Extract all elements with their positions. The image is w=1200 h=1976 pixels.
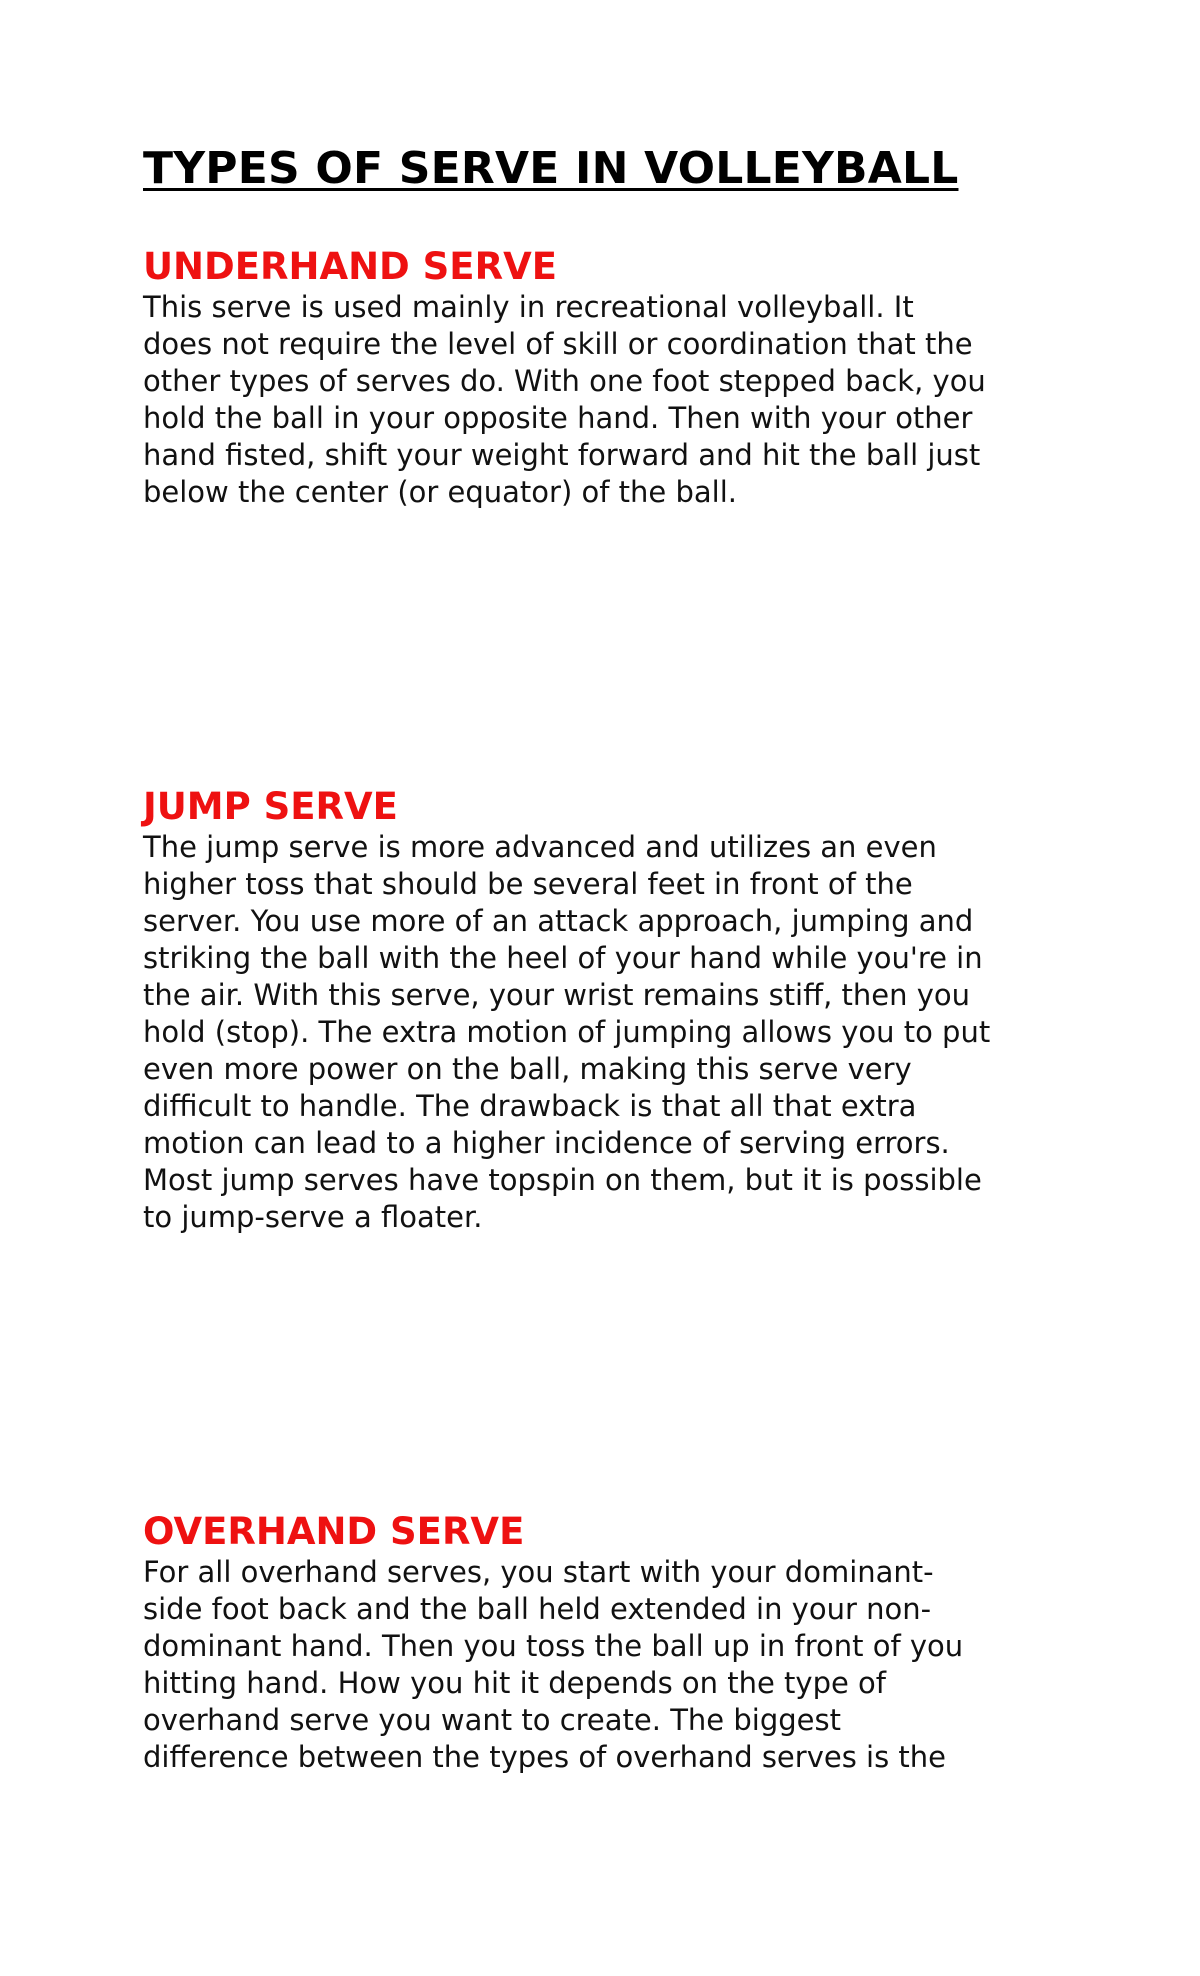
- body-line: For all overhand serves, you start with your dominant-: [143, 1555, 934, 1589]
- body-line: other types of serves do. With one foot stepped back, you: [143, 364, 986, 398]
- body-line: side foot back and the ball held extended in your non-: [143, 1592, 932, 1626]
- body-line: dominant hand. Then you toss the ball up in front of you: [143, 1629, 964, 1663]
- body-line: server. You use more of an attack approach, jumping and: [143, 904, 974, 938]
- section-heading-underhand-serve: UNDERHAND SERVE: [143, 245, 557, 288]
- section-underhand-serve: [143, 245, 1083, 511]
- section-heading-overhand-serve: OVERHAND SERVE: [143, 1510, 525, 1553]
- body-line: to jump-serve a floater.: [143, 1200, 483, 1234]
- body-line: overhand serve you want to create. The biggest: [143, 1703, 841, 1737]
- body-line: even more power on the ball, making this serve very: [143, 1052, 912, 1086]
- section-overhand-serve: [143, 1510, 1083, 1776]
- document-title: TYPES OF SERVE IN VOLLEYBALL: [143, 143, 959, 194]
- body-line: The jump serve is more advanced and utilizes an even: [143, 830, 937, 864]
- body-line: hold the ball in your opposite hand. Then with your other: [143, 401, 973, 435]
- section-heading-jump-serve: JUMP SERVE: [143, 785, 398, 828]
- body-line: motion can lead to a higher incidence of serving errors.: [143, 1126, 950, 1160]
- body-line: hitting hand. How you hit it depends on the type of: [143, 1666, 886, 1700]
- body-line: This serve is used mainly in recreational volleyball. It: [143, 290, 914, 324]
- body-line: difference between the types of overhand serves is the: [143, 1740, 947, 1774]
- section-body-jump-serve: [143, 829, 1083, 1236]
- section-body-underhand-serve: [143, 289, 1083, 511]
- body-line: the air. With this serve, your wrist remains stiff, then you: [143, 978, 971, 1012]
- body-line: below the center (or equator) of the ball.: [143, 475, 737, 509]
- section-body-overhand-serve: [143, 1554, 1083, 1776]
- body-line: does not require the level of skill or coordination that the: [143, 327, 973, 361]
- body-line: hold (stop). The extra motion of jumping allows you to put: [143, 1015, 991, 1049]
- body-line: difficult to handle. The drawback is that all that extra: [143, 1089, 917, 1123]
- body-line: Most jump serves have topspin on them, but it is possible: [143, 1163, 982, 1197]
- body-line: hand fisted, shift your weight forward and hit the ball just: [143, 438, 981, 472]
- body-line: higher toss that should be several feet in front of the: [143, 867, 913, 901]
- body-line: striking the ball with the heel of your hand while you're in: [143, 941, 983, 975]
- section-jump-serve: [143, 785, 1083, 1236]
